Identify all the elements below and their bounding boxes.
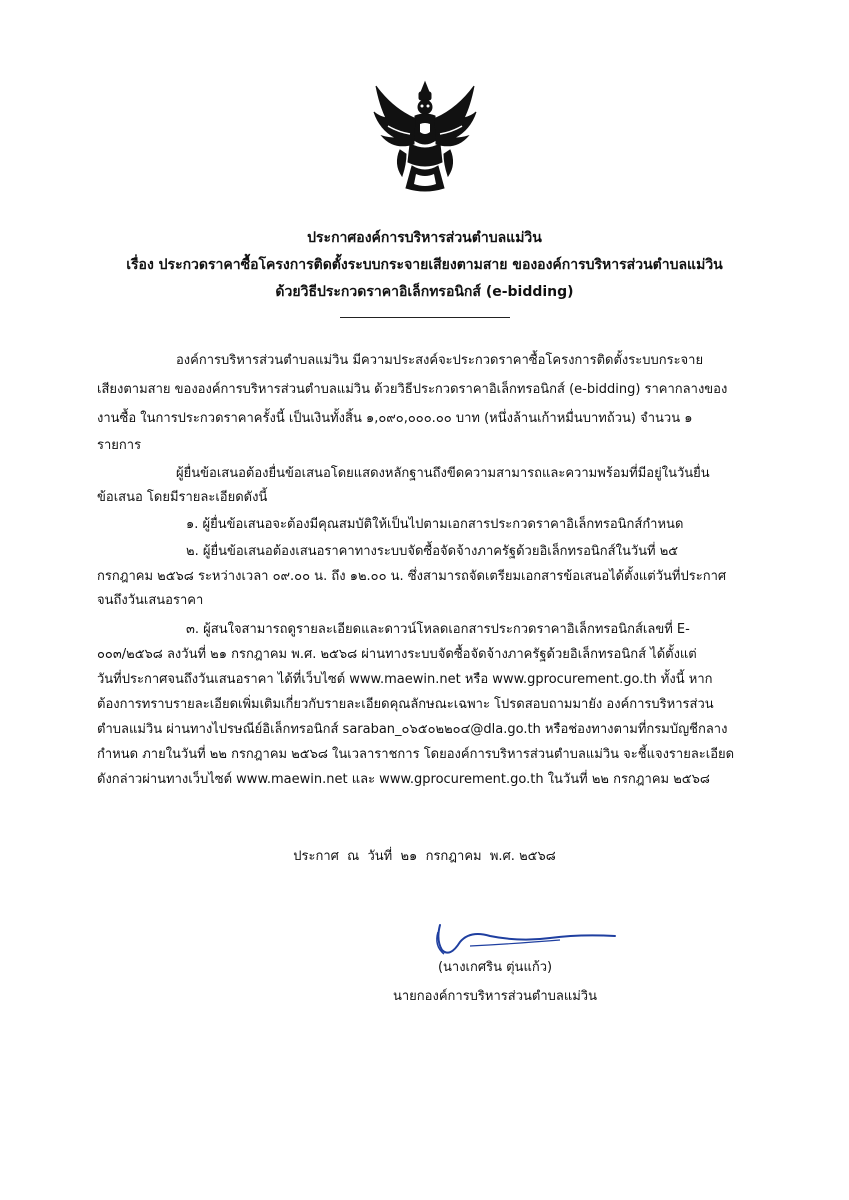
- announcement-date: ประกาศ ณ วันที่ ๒๑ กรกฎาคม พ.ศ. ๒๕๖๘: [293, 849, 556, 864]
- list-item-1: ๑. ผู้ยื่นข้อเสนอจะต้องมีคุณสมบัติให้เป็นไปตามเอกสารประกวดราคาอิเล็กทรอนิกส์กำหนด: [186, 517, 684, 532]
- list-item-2-line-2: กรกฎาคม ๒๕๖๘ ระหว่างเวลา ๐๙.๐๐ น. ถึง ๑๒.๐๐ น. ซึ่งสามารถจัดเตรียมเอกสารข้อเสนอได้ตั้งแต่วันที่ประกาศ: [97, 569, 727, 584]
- list-item-3-line-6: กำหนด ภายในวันที่ ๒๒ กรกฎาคม ๒๕๖๘ ในเวลาราชการ โดยองค์การบริหารส่วนตำบลแม่วิน จะชี้แจงรายละเอียด: [97, 747, 735, 762]
- list-item-3-line-5: ตำบลแม่วิน ผ่านทางไปรษณีย์อิเล็กทรอนิกส์ saraban_๐๖๕๐๒๒๐๔@dla.go.th หรือช่องทางตามที่กรมบัญชีกลาง: [97, 722, 728, 737]
- announcement-method: ด้วยวิธีประกวดราคาอิเล็กทรอนิกส์ (e-bidding): [275, 284, 574, 300]
- paragraph-1-line-3: งานซื้อ ในการประกวดราคาครั้งนี้ เป็นเงินทั้งสิ้น ๑,๐๙๐,๐๐๐.๐๐ บาท (หนึ่งล้านเก้าหมื่นบาทถ้วน) จำนวน ๑: [97, 411, 693, 426]
- paragraph-1-line-4: รายการ: [97, 438, 142, 453]
- signer-name: (นางเกศริน ตุ่นแก้ว): [437, 960, 553, 975]
- signer-title: นายกองค์การบริหารส่วนตำบลแม่วิน: [393, 989, 597, 1004]
- paragraph-1-line-1: องค์การบริหารส่วนตำบลแม่วิน มีความประสงค์จะประกวดราคาซื้อโครงการติดตั้งระบบกระจาย: [176, 353, 704, 368]
- list-item-2-line-3: จนถึงวันเสนอราคา: [97, 593, 204, 608]
- announcement-subject: เรื่อง ประกวดราคาซื้อโครงการติดตั้งระบบกระจายเสียงตามสาย ขององค์การบริหารส่วนตำบลแม่วิน: [126, 257, 723, 273]
- announcement-title: ประกาศองค์การบริหารส่วนตำบลแม่วิน: [307, 230, 542, 246]
- list-item-3-line-2: ๐๐๓/๒๕๖๘ ลงวันที่ ๒๑ กรกฎาคม พ.ศ. ๒๕๖๘ ผ่านทางระบบจัดซื้อจัดจ้างภาครัฐด้วยอิเล็กทรอนิกส์ ได้ตั้งแต่: [97, 647, 697, 662]
- list-item-3-line-3: วันที่ประกาศจนถึงวันเสนอราคา ได้ที่เว็บไซต์ www.maewin.net หรือ www.gprocurement.go.th ทั้งนี้ หาก: [97, 672, 713, 687]
- garuda-emblem-icon: [370, 78, 480, 196]
- list-item-3-line-7: ดังกล่าวผ่านทางเว็บไซต์ www.maewin.net และ www.gprocurement.go.th ในวันที่ ๒๒ กรกฎาคม ๒๕๖๘: [97, 772, 710, 787]
- paragraph-2-line-2: ข้อเสนอ โดยมีรายละเอียดดังนี้: [97, 490, 268, 505]
- list-item-3-line-1: ๓. ผู้สนใจสามารถดูรายละเอียดและดาวน์โหลดเอกสารประกวดราคาอิเล็กทรอนิกส์เลขที่ E-: [186, 622, 690, 637]
- paragraph-2-line-1: ผู้ยื่นข้อเสนอต้องยื่นข้อเสนอโดยแสดงหลักฐานถึงขีดความสามารถและความพร้อมที่มีอยู่ในวันยื่น: [176, 466, 710, 481]
- paragraph-1-line-2: เสียงตามสาย ขององค์การบริหารส่วนตำบลแม่วิน ด้วยวิธีประกวดราคาอิเล็กทรอนิกส์ (e-bidding) ราคากลางของ: [97, 382, 728, 397]
- list-item-3-line-4: ต้องการทราบรายละเอียดเพิ่มเติมเกี่ยวกับรายละเอียดคุณลักษณะเฉพาะ โปรดสอบถามมายัง องค์การบริหารส่วน: [97, 697, 714, 712]
- title-divider: [340, 317, 510, 318]
- list-item-2-line-1: ๒. ผู้ยื่นข้อเสนอต้องเสนอราคาทางระบบจัดซื้อจัดจ้างภาครัฐด้วยอิเล็กทรอนิกส์ในวันที่ ๒๕: [186, 544, 679, 559]
